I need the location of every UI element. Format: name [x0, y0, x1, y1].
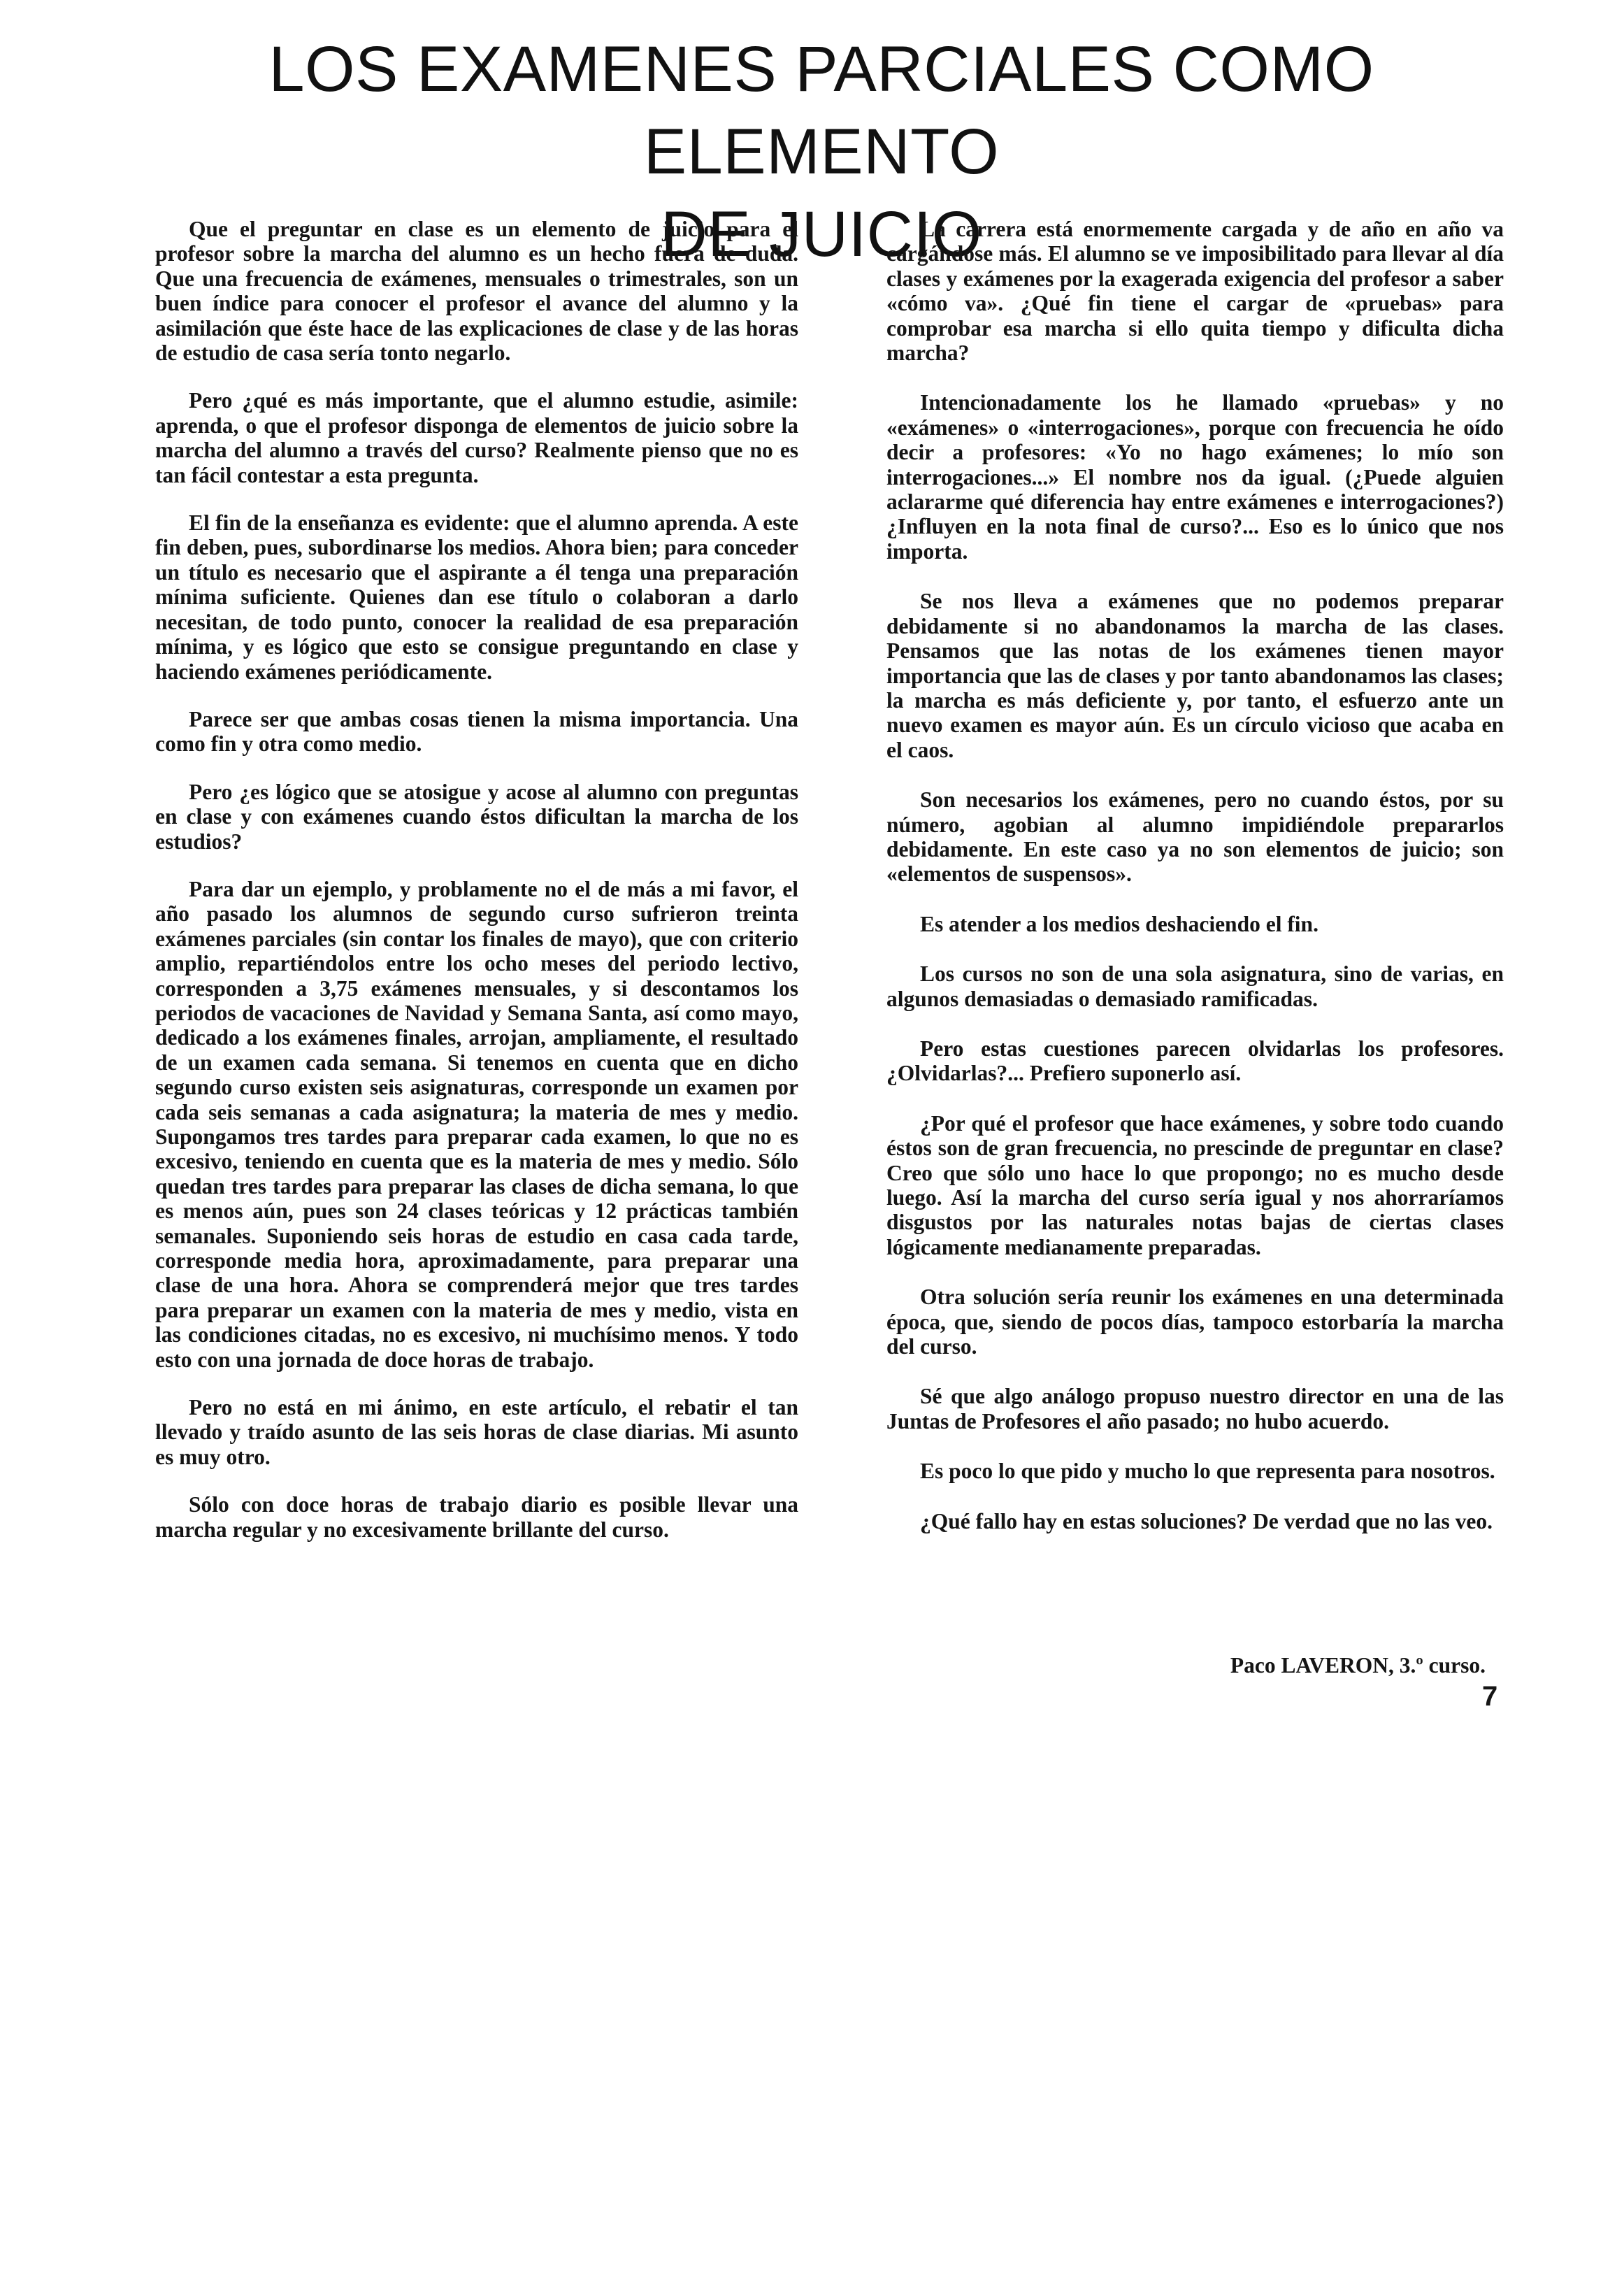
- paragraph: ¿Qué fallo hay en estas soluciones? De verdad que no las veo.: [920, 1508, 1493, 1533]
- paragraph: Parece ser que ambas cosas tienen la misma importancia. Una como fin y otra como medio.: [155, 706, 798, 757]
- paragraph: Sólo con doce horas de trabajo diario es posible llevar una marcha regular y no excesivamente brillante del curso.: [155, 1492, 798, 1542]
- paragraph: El fin de la enseñanza es evidente: que el alumno aprenda. A este fin deben, pues, subordinarse los medios. Ahora bien; para conceder un título es necesario que el aspirante a él tenga una preparación mínima suficiente. Quienes dan ese título o colaboran a darlo necesitan, de todo punto, conocer la realidad de esa preparación mínima, y es lógico que esto se consigue preguntando en clase y haciendo exámenes periódicamente.: [155, 510, 798, 684]
- paragraph: Es poco lo que pido y mucho lo que representa para nosotros.: [920, 1459, 1495, 1484]
- paragraph: ¿Por qué el profesor que hace exámenes, y sobre todo cuando éstos son de gran frecuencia, no prescinde de preguntar en clase? Creo que sólo uno hace lo que propongo; no es mucho desde luego. Así la marcha del curso sería igual y nos ahorraríamos disgustos por las naturales notas bajas de ciertas clases lógicamente medianamente preparadas.: [886, 1110, 1504, 1259]
- left-column: [155, 217, 798, 1565]
- paragraph: Pero ¿qué es más importante, que el alumno estudie, asimile: aprenda, o que el profesor disponga de elementos de juicio sobre la marcha del alumno a través del curso? Realmente pienso que no es tan fácil contestar a esta pregunta.: [155, 388, 798, 487]
- paragraph: Pero estas cuestiones parecen olvidarlas los profesores. ¿Olvidarlas?... Prefiero suponerlo así.: [886, 1036, 1504, 1086]
- paragraph: Que el preguntar en clase es un elemento de juicio para el profesor sobre la marcha del alumno es un hecho fuera de duda. Que una frecuencia de exámenes, mensuales o trimestrales, son un buen índice para conocer el profesor el avance del alumno y la asimilación que éste hace de las explicaciones de clase y de las horas de estudio de casa sería tonto negarlo.: [155, 217, 798, 366]
- paragraph: Sé que algo análogo propuso nuestro director en una de las Juntas de Profesores el año pasado; no hubo acuerdo.: [886, 1384, 1504, 1433]
- paragraph: Pero ¿es lógico que se atosigue y acose al alumno con preguntas en clase y con exámenes cuando éstos dificultan la marcha de los estudios?: [155, 779, 798, 854]
- paragraph: Los cursos no son de una sola asignatura, sino de varias, en algunos demasiadas o demasiado ramificadas.: [886, 961, 1504, 1011]
- article-title-line-1: LOS EXAMENES PARCIALES COMO ELEMENTO: [268, 34, 1374, 187]
- author-signature: Paco LAVERON, 3.º curso.: [1230, 1653, 1486, 1678]
- paragraph: Son necesarios los exámenes, pero no cuando éstos, por su número, agobian al alumno impidiéndole prepararlos debidamente. En este caso ya no son elementos de juicio; son «elementos de suspensos».: [886, 787, 1504, 887]
- paragraph: Otra solución sería reunir los exámenes en una determinada época, que, siendo de pocos días, tampoco estorbaría la marcha del curso.: [886, 1285, 1504, 1359]
- paragraph: La carrera está enormemente cargada y de año en año va cargándose más. El alumno se ve imposibilitado para llevar al día clases y exámenes por la exagerada exigencia del profesor a saber «cómo va». ¿Qué fin tiene el cargar de «pruebas» para comprobar esa marcha si ello quita tiempo y dificulta dicha marcha?: [886, 217, 1504, 366]
- right-column: [886, 217, 1504, 1559]
- paragraph: Para dar un ejemplo, y problamente no el de más a mi favor, el año pasado los alumnos de segundo curso sufrieron treinta exámenes parciales (sin contar los finales de mayo), que con criterio amplio, repartiéndolos entre los ocho meses del periodo lectivo, corresponden a 3,75 exámenes mensuales, y si descontamos los periodos de vacaciones de Navidad y Semana Santa, así como mayo, dedicado a los exámenes finales, arrojan, ampliamente, el resultado de un examen cada semana. Si tenemos en cuenta que en dicho segundo curso existen seis asignaturas, corresponde un examen por cada seis semanas a cada asignatura; la materia de mes y medio. Supongamos tres tardes para preparar cada examen, lo que no es excesivo, teniendo en cuenta que es la materia de mes y medio. Sólo quedan tres tardes para preparar las clases de dicha semana, lo que es menos aún, pues son 24 clases teóricas y 12 prácticas también semanales. Suponiendo seis horas de estudio en casa cada tarde, corresponde media hora, aproximadamente, para preparar una clase de una hora. Ahora se comprenderá mejor que tres tardes para preparar un examen con la materia de mes y medio, vista en las condiciones citadas, no es excesivo, ni muchísimo menos. Y todo esto con una jornada de doce horas de trabajo.: [155, 876, 798, 1372]
- paragraph: Es atender a los medios deshaciendo el fin.: [920, 911, 1318, 936]
- paragraph: Se nos lleva a exámenes que no podemos preparar debidamente si no abandonamos la marcha de las clases. Pensamos que las notas de los exámenes tienen mayor importancia que las de clases y por tanto abandonamos las clases; la marcha es más deficiente y, por tanto, el esfuerzo ante un nuevo examen es mayor aún. Es un círculo vicioso que acaba en el caos.: [886, 589, 1504, 762]
- paragraph: Pero no está en mi ánimo, en este artículo, el rebatir el tan llevado y traído asunto de las seis horas de clase diarias. Mi asunto es muy otro.: [155, 1395, 798, 1469]
- page-number: 7: [1482, 1681, 1498, 1712]
- paragraph: Intencionadamente los he llamado «pruebas» y no «exámenes» o «interrogaciones», porque con frecuencia he oído decir a profesores: «Yo no hago exámenes; lo mío son interrogaciones...» El nombre nos da igual. (¿Puede alguien aclararme qué diferencia hay entre exámenes e interrogaciones?) ¿Influyen en la nota final de curso?... Eso es lo único que nos importa.: [886, 390, 1504, 564]
- article-title-line-2: DE JUICIO: [661, 199, 982, 270]
